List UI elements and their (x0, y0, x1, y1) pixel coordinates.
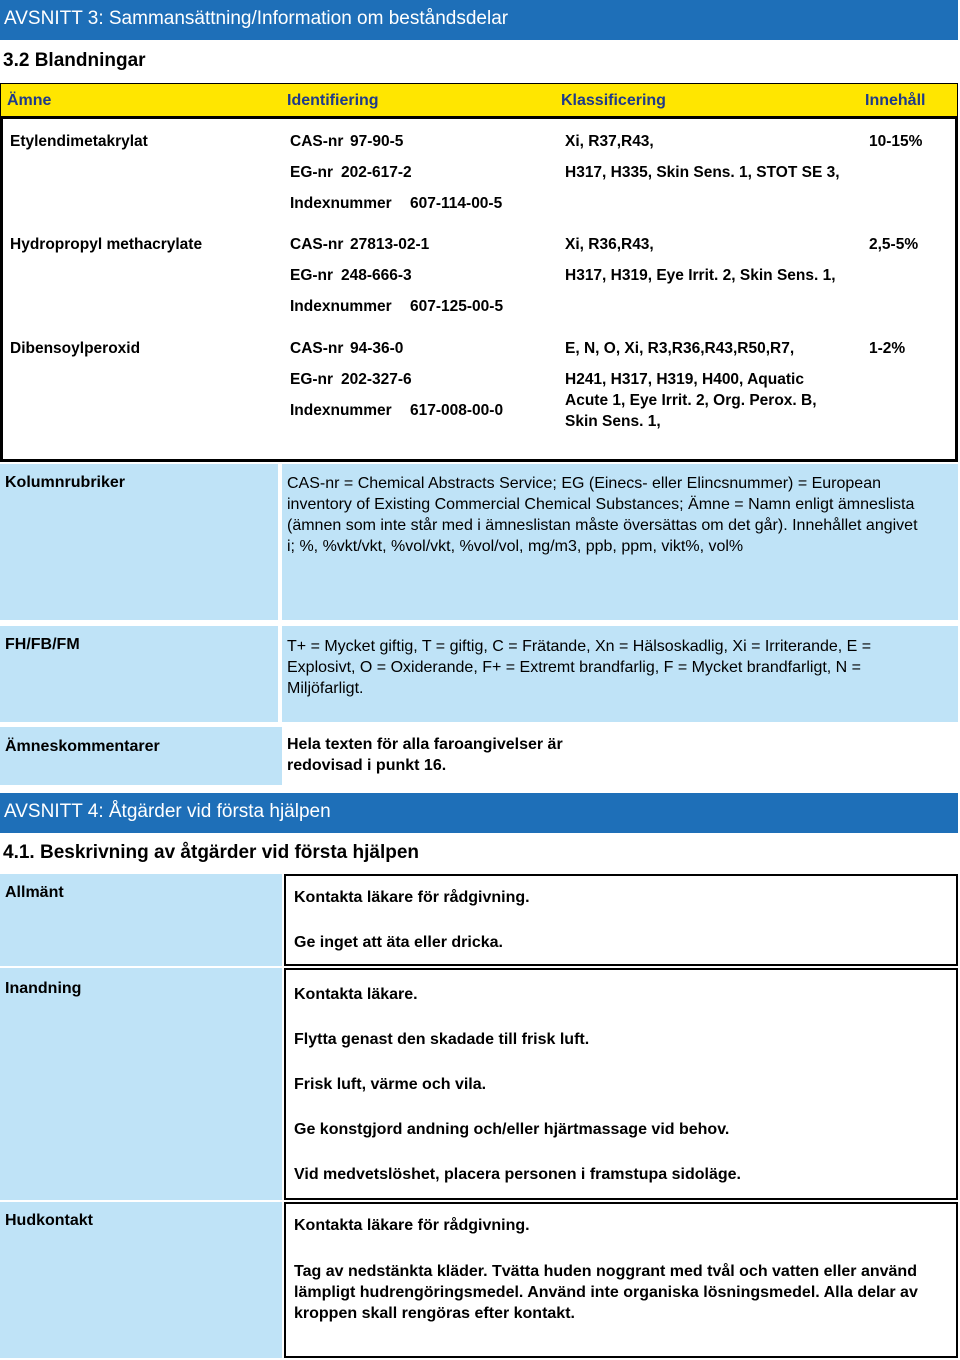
cas-label: CAS-nr (290, 236, 344, 253)
cas-value: 27813-02-1 (350, 236, 430, 253)
eg-value: 202-617-2 (341, 164, 412, 181)
classification-line1: Xi, R37,R43, (565, 133, 654, 150)
section4-title: AVSNITT 4: Åtgärder vid första hjälpen (0, 793, 958, 833)
group-label: Inandning (5, 980, 82, 997)
eg-label: EG-nr (290, 371, 334, 388)
header-identification: Identifiering (287, 92, 379, 109)
group-label-cell (0, 968, 282, 1200)
content-value: 1-2% (869, 340, 906, 357)
cas-value: 94-36-0 (350, 340, 404, 357)
group-items-cell (284, 874, 958, 966)
first-aid-item: Kontakta läkare för rådgivning. (294, 889, 530, 906)
classification-line2: H317, H319, Eye Irrit. 2, Skin Sens. 1, (565, 267, 836, 284)
index-label: Indexnummer (290, 195, 392, 212)
table-row-name: Etylendimetakrylat (10, 133, 148, 150)
info-text: T+ = Mycket giftig, T = giftig, C = Frätande, Xn = Hälsoskadlig, Xi = Irriterande, E = Explosivt, O = Oxiderande, F+ = Extremt brandfarlig, F = Mycket brandfarligt, N = Miljöfarligt. (287, 638, 872, 697)
section3-title: AVSNITT 3: Sammansättning/Information om beståndsdelar (0, 0, 958, 40)
section4-subtitle: 4.1. Beskrivning av åtgärder vid första hjälpen (3, 842, 420, 863)
info-label-cell (0, 727, 282, 785)
info-text: Hela texten för alla faroangivelser är redovisad i punkt 16. (287, 736, 563, 774)
classification-line2: H317, H335, Skin Sens. 1, STOT SE 3, (565, 164, 840, 181)
table-row-name: Hydropropyl methacrylate (10, 236, 203, 253)
info-label: Kolumnrubriker (5, 474, 126, 491)
classification-line1: Xi, R36,R43, (565, 236, 654, 253)
header-substance: Ämne (7, 92, 52, 109)
index-label: Indexnummer (290, 402, 392, 419)
first-aid-item: Tag av nedstänkta kläder. Tvätta huden noggrant med tvål och vatten eller använd lämpligt hudrengöringsmedel. Använd inte organiska lösningsmedel. Alla delar av kroppen skall rengöras efter kontakt. (294, 1263, 918, 1322)
section3-subtitle: 3.2 Blandningar (3, 50, 146, 71)
header-content: Innehåll (865, 92, 926, 109)
substance-table (0, 116, 958, 462)
content-value: 10-15% (869, 133, 923, 150)
index-label: Indexnummer (290, 298, 392, 315)
first-aid-item: Frisk luft, värme och vila. (294, 1076, 487, 1093)
first-aid-item: Flytta genast den skadade till frisk luft. (294, 1031, 590, 1048)
eg-label: EG-nr (290, 164, 334, 181)
header-classification: Klassificering (561, 92, 666, 109)
first-aid-item: Ge inget att äta eller dricka. (294, 934, 503, 951)
first-aid-item: Kontakta läkare. (294, 986, 418, 1003)
info-label: FH/FB/FM (5, 636, 80, 653)
first-aid-item: Kontakta läkare för rådgivning. (294, 1217, 530, 1234)
eg-value: 202-327-6 (341, 371, 412, 388)
content-value: 2,5-5% (869, 236, 919, 253)
index-value: 607-114-00-5 (410, 195, 503, 212)
info-label: Ämneskommentarer (5, 738, 160, 755)
table-row-name: Dibensoylperoxid (10, 340, 141, 357)
group-label: Allmänt (5, 884, 64, 901)
first-aid-item: Vid medvetslöshet, placera personen i framstupa sidoläge. (294, 1166, 741, 1183)
cas-value: 97-90-5 (350, 133, 404, 150)
table-header (0, 83, 958, 117)
classification-line2: H241, H317, H319, H400, Aquatic Acute 1, Eye Irrit. 2, Org. Perox. B, Skin Sens. 1, (565, 371, 817, 430)
group-label: Hudkontakt (5, 1212, 93, 1229)
cas-label: CAS-nr (290, 133, 344, 150)
info-text: CAS-nr = Chemical Abstracts Service; EG (Einecs- eller Elincsnummer) = European inventory of Existing Commercial Chemical Substances; Ämne = Namn enligt ämneslista (ämnen som inte står med i ämneslistan måste översättas om det går). Innehållet angivet i; %, %vkt/vkt, %vol/vkt, %vol/vol, mg/m3, ppb, ppm, vikt%, vol% (287, 475, 918, 555)
eg-value: 248-666-3 (341, 267, 412, 284)
eg-label: EG-nr (290, 267, 334, 284)
index-value: 617-008-00-0 (410, 402, 504, 419)
classification-line1: E, N, O, Xi, R3,R36,R43,R50,R7, (565, 340, 795, 357)
cas-label: CAS-nr (290, 340, 344, 357)
index-value: 607-125-00-5 (410, 298, 504, 315)
first-aid-item: Ge konstgjord andning och/eller hjärtmassage vid behov. (294, 1121, 730, 1138)
